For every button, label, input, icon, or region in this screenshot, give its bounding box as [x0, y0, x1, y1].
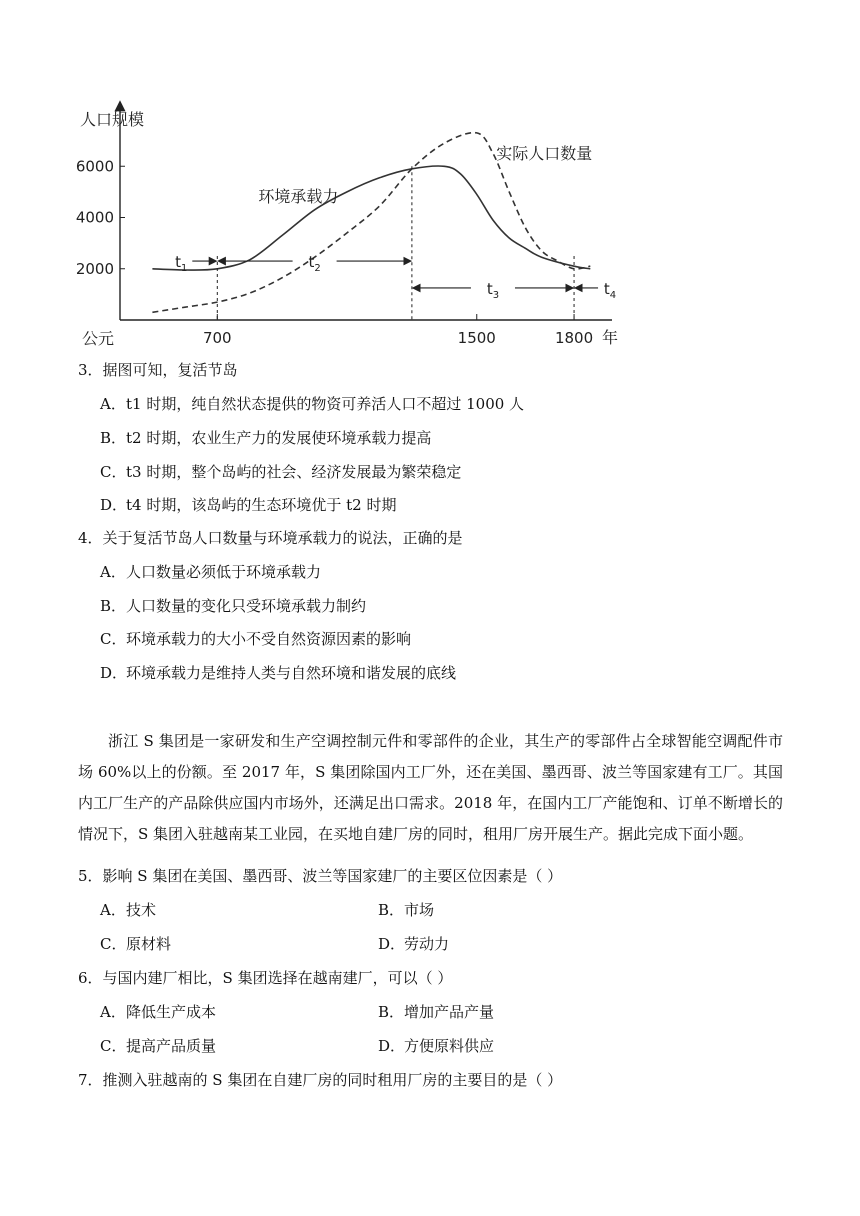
- question-6-option-c[interactable]: [100, 1036, 216, 1056]
- option-text: 原材料: [126, 935, 172, 953]
- option-text: 方便原料供应: [404, 1037, 495, 1055]
- t2-label: $t_2$: [308, 253, 321, 275]
- question-4-option-b[interactable]: [100, 596, 366, 616]
- option-letter: C．: [100, 630, 127, 648]
- question-5-option-a[interactable]: [100, 900, 156, 920]
- x-origin-label: 公元: [82, 329, 115, 348]
- option-letter: B．: [378, 1003, 405, 1021]
- option-text: t1 时期，纯自然状态提供的物资可养活人口不超过 1000 人: [126, 395, 525, 413]
- x-tick-label: 700: [202, 329, 232, 347]
- y-tick-label: 6000: [75, 157, 114, 176]
- question-3-option-b[interactable]: [100, 428, 431, 448]
- t4-label: $t_4$: [603, 279, 617, 301]
- option-letter: A．: [100, 395, 126, 413]
- question-5-stem: 5．影响 S 集团在美国、墨西哥、波兰等国家建厂的主要区位因素是（ ）: [78, 867, 563, 885]
- option-text: t2 时期，农业生产力的发展使环境承载力提高: [126, 429, 432, 447]
- y-axis-label: 人口规模: [80, 110, 145, 129]
- question-4-stem: 4．关于复活节岛人口数量与环境承载力的说法，正确的是: [78, 529, 463, 547]
- question-3-option-a[interactable]: [100, 394, 524, 414]
- option-text: 提高产品质量: [126, 1037, 217, 1055]
- option-letter: D．: [378, 935, 406, 953]
- question-4-option-c[interactable]: [100, 629, 411, 649]
- question-6-stem: 6．与国内建厂相比，S 集团选择在越南建厂，可以（ ）: [78, 969, 453, 987]
- question-6-option-a[interactable]: [100, 1002, 216, 1022]
- x-tick-label: 1500: [457, 329, 496, 347]
- option-letter: A．: [100, 901, 126, 919]
- option-letter: B．: [100, 597, 127, 615]
- x-tick-label: 1800: [554, 329, 594, 347]
- reading-passage: 浙江 S 集团是一家研发和生产空调控制元件和零部件的企业，其生产的零部件占全球智能空调配件市场 60%以上的份额。至 2017 年，S 集团除国内工厂外，还在美国、墨西哥、波兰等国家建有工厂。其国内工厂生产的产品除供应国内市场外，还满足出口需求。2018 年，在国内工厂产能饱和、订单不断增长的情况下，S 集团入驻越南某工业园，在买地自建厂房的同时，租用厂房开展生产。据此完成下面小题。: [78, 732, 783, 843]
- option-text: 市场: [404, 901, 435, 919]
- question-6-option-b[interactable]: [378, 1002, 494, 1022]
- option-letter: D．: [100, 664, 128, 682]
- question-3-stem: 3．据图可知，复活节岛: [78, 361, 238, 379]
- option-text: 环境承载力是维持人类与自然环境和谐发展的底线: [126, 664, 457, 682]
- question-4-option-a[interactable]: [100, 562, 321, 582]
- option-text: 环境承载力的大小不受自然资源因素的影响: [126, 630, 412, 648]
- option-text: t4 时期，该岛屿的生态环境优于 t2 时期: [126, 496, 397, 514]
- option-letter: B．: [378, 901, 405, 919]
- option-text: t3 时期，整个岛屿的社会、经济发展最为繁荣稳定: [126, 463, 462, 481]
- option-text: 人口数量的变化只受环境承载力制约: [126, 597, 367, 615]
- tick-marks: [120, 166, 574, 320]
- option-text: 劳动力: [404, 935, 450, 953]
- question-5-option-b[interactable]: [378, 900, 434, 920]
- question-4-option-d[interactable]: [100, 663, 456, 683]
- option-text: 人口数量必须低于环境承载力: [126, 563, 322, 581]
- annotation-layer: [192, 166, 598, 320]
- question-3-option-d[interactable]: [100, 495, 396, 515]
- option-text: 降低生产成本: [126, 1003, 217, 1021]
- option-letter: C．: [100, 935, 127, 953]
- option-text: 增加产品产量: [404, 1003, 495, 1021]
- option-letter: A．: [100, 1003, 126, 1021]
- option-letter: B．: [100, 429, 127, 447]
- option-letter: C．: [100, 1037, 127, 1055]
- t3-label: $t_3$: [486, 279, 500, 301]
- option-letter: D．: [378, 1037, 406, 1055]
- question-5-option-d[interactable]: [378, 934, 449, 954]
- option-letter: A．: [100, 563, 126, 581]
- x-axis-label: 年: [602, 328, 619, 347]
- option-text: 技术: [126, 901, 157, 919]
- question-6-option-d[interactable]: [378, 1036, 494, 1056]
- y-tick-label: 4000: [75, 208, 114, 227]
- question-7-stem: 7．推测入驻越南的 S 集团在自建厂房的同时租用厂房的主要目的是（ ）: [78, 1071, 563, 1089]
- y-tick-label: 2000: [75, 259, 114, 278]
- option-letter: D．: [100, 496, 128, 514]
- option-letter: C．: [100, 463, 127, 481]
- series-label-carrying-capacity: 环境承载力: [258, 186, 339, 206]
- t1-label: $t_1$: [175, 253, 188, 275]
- series-label-actual-population: 实际人口数量: [496, 143, 593, 163]
- question-5-option-c[interactable]: [100, 934, 171, 954]
- carrying-capacity-line: [152, 166, 590, 270]
- population-chart: [70, 95, 630, 353]
- question-3-option-c[interactable]: [100, 462, 461, 482]
